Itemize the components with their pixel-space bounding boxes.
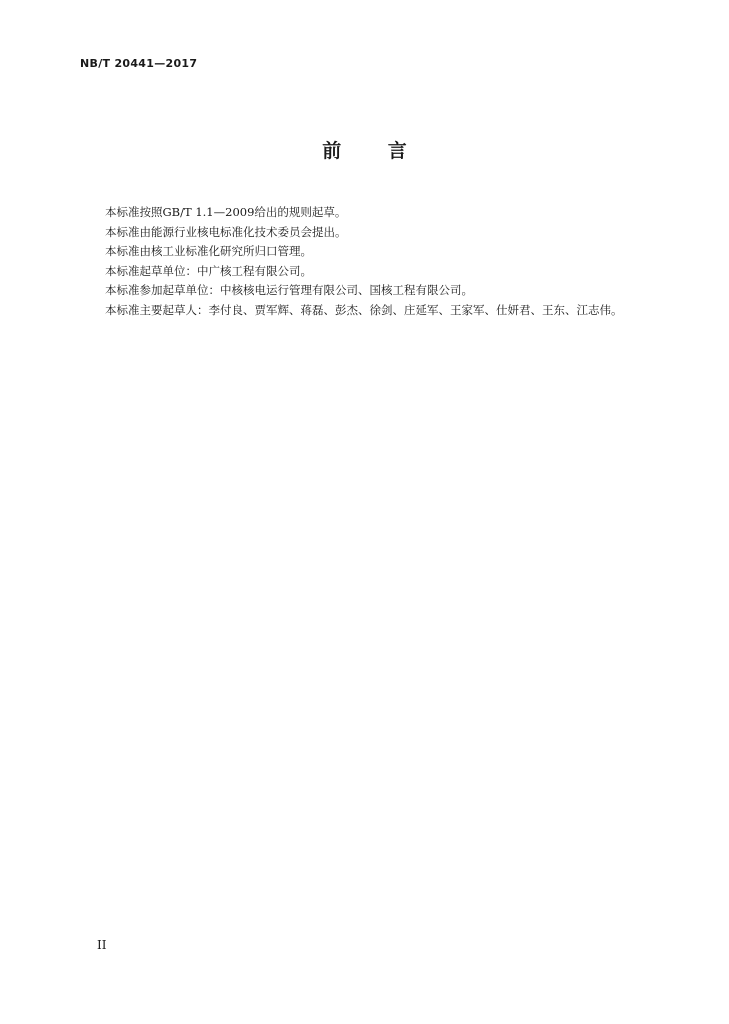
standard-code: NB/T 20441—2017 (80, 57, 198, 70)
paragraph-drafting-rules: 本标准按照GB/T 1.1—2009给出的规则起草。 (105, 205, 347, 219)
paragraph-drafting-unit: 本标准起草单位：中广核工程有限公司。 (105, 263, 312, 278)
paragraph-participating-units: 本标准参加起草单位：中核核电运行管理有限公司、国核工程有限公司。 (105, 283, 473, 297)
paragraph-proposer: 本标准由能源行业核电标准化技术委员会提出。 (105, 224, 347, 239)
page-title: 前 言 (322, 140, 427, 162)
paragraph-drafters: 本标准主要起草人：李付良、贾军辉、蒋磊、彭杰、徐剑、庄延军、王家军、仕妍君、王东、江志伟。 (105, 302, 623, 317)
page-number: II (97, 938, 107, 952)
paragraph-management: 本标准由核工业标准化研究所归口管理。 (105, 244, 312, 258)
foreword-body (81, 203, 661, 320)
